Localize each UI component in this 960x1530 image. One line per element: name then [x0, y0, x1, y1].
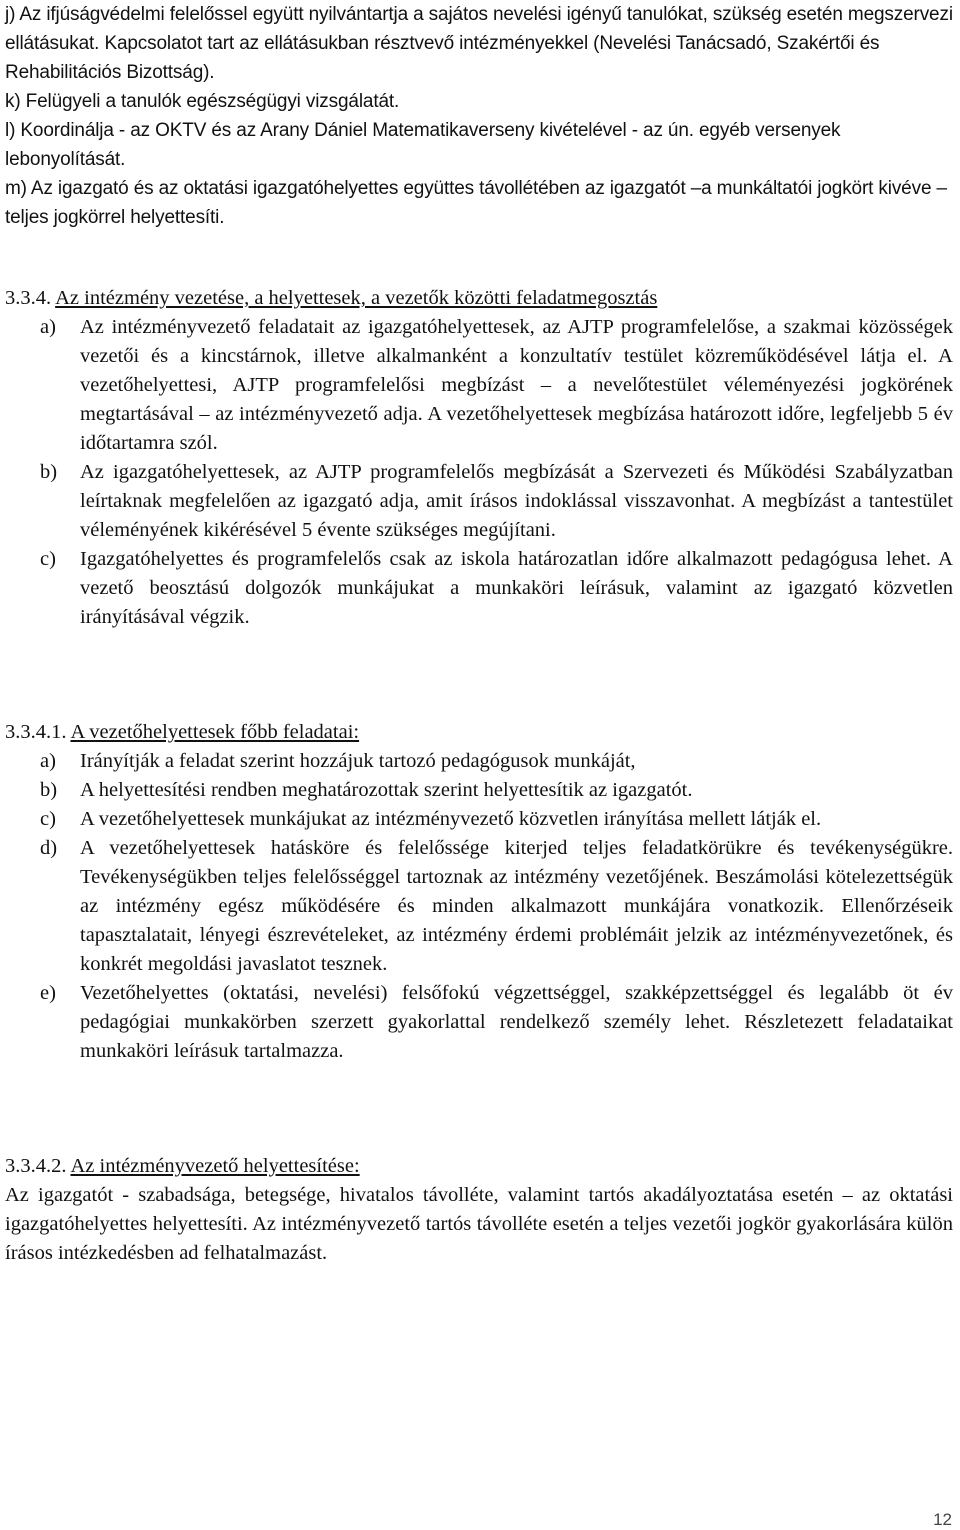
item-label: e) [40, 982, 56, 1004]
item-label: a) [40, 316, 56, 338]
list-item [5, 458, 953, 545]
section-3-3-4 [5, 284, 953, 632]
item-text: A vezetőhelyettesek hatásköre és felelőssége kiterjed teljes feladatkörükre és tevékenységükre. Tevékenységükben teljes felelősséggel tartoznak az intézmény vezetőjének. Beszámolási kötelezettségük az intézmény egész működésére és minden alkalmazott munkájára vonatkozik. Ellenőrzéseik tapasztalatait, lényegi észrevételeket, az intézmény érdemi problémáit jelzik az intézményvezetőnek, és konkrét megoldási javaslatot tesznek. [80, 837, 953, 975]
item-label: b) [40, 779, 58, 801]
list-item [5, 776, 953, 805]
intro-item-k: k) Felügyeli a tanulók egészségügyi vizsgálatát. [5, 91, 400, 112]
item-label: b) [40, 461, 58, 483]
item-label: a) [40, 750, 56, 772]
item-text: Irányítják a feladat szerint hozzájuk tartozó pedagógusok munkáját, [80, 750, 636, 772]
section-heading [5, 718, 953, 747]
section-title: Az intézmény vezetése, a helyettesek, a vezetők közötti feladatmegosztás [55, 287, 658, 309]
item-text: Igazgatóhelyettes és programfelelős csak az iskola határozatlan időre alkalmazott pedagógusa lehet. A vezető beosztású dolgozók munkájukat a munkaköri leírásuk, valamint az igazgató közvetlen irányításával végzik. [80, 548, 953, 628]
item-label: c) [40, 548, 56, 570]
list-item [5, 313, 953, 458]
item-label: c) [40, 808, 56, 830]
intro-list [5, 0, 955, 232]
item-text: Az intézményvezető feladatait az igazgatóhelyettesek, az AJTP programfelelőse, a szakmai közösségek vezetői és a kincstárnok, illetve alkalmanként a konzultatív testület közreműködésével látja el. A vezetőhelyettesi, AJTP programfelelősi megbízást – a nevelőtestület véleményezési jogkörének megtartásával – az intézményvezető adja. A vezetőhelyettesek megbízása határozott időre, legfeljebb 5 év időtartamra szól. [80, 316, 953, 454]
section-paragraph: Az igazgatót - szabadsága, betegsége, hivatalos távolléte, valamint tartós akadályoztatása esetén – az oktatási igazgatóhelyettes helyettesíti. Az intézményvezető tartós távolléte esetén a teljes vezetői jogkör gyakorlására külön írásos intézkedésben ad felhatalmazást. [5, 1184, 953, 1264]
section-number: 3.3.4.1. [5, 721, 67, 743]
section-heading [5, 1152, 953, 1181]
list-item [5, 545, 953, 632]
item-text: A vezetőhelyettesek munkájukat az intézményvezető közvetlen irányítása mellett látják el. [80, 808, 822, 830]
item-text: A helyettesítési rendben meghatározottak szerint helyettesítik az igazgatót. [80, 779, 693, 801]
intro-item-m: m) Az igazgató és az oktatási igazgatóhelyettes együttes távollétében az igazgatót –a munkáltatói jogkört kivéve – teljes jogkörrel helyettesíti. [5, 178, 947, 228]
intro-item-j: j) Az ifjúságvédelmi felelőssel együtt nyilvántartja a sajátos nevelési igényű tanulókat, szükség esetén megszervezi ellátásukat. Kapcsolatot tart az ellátásukban résztvevő intézményekkel (Nevelési Tanácsadó, Szakértői és Rehabilitációs Bizottság). [5, 4, 953, 83]
section-number: 3.3.4.2. [5, 1155, 67, 1177]
section-heading [5, 284, 953, 313]
page-number: 12 [933, 1510, 952, 1529]
section-3-3-4-2 [5, 1152, 953, 1268]
section-title: A vezetőhelyettesek főbb feladatai: [70, 721, 360, 743]
list-item [5, 979, 953, 1066]
item-text: Az igazgatóhelyettesek, az AJTP programfelelős megbízását a Szervezeti és Működési Szabályzatban leírtaknak megfelelően az igazgató adja, amit írásos indoklással visszavonhat. A megbízást a tantestület véleményének kikérésével 5 évente szükséges megújítani. [80, 461, 953, 541]
intro-item-l: l) Koordinálja - az OKTV és az Arany Dániel Matematikaverseny kivételével - az ún. egyéb versenyek lebonyolítását. [5, 120, 841, 170]
list-item [5, 834, 953, 979]
item-text: Vezetőhelyettes (oktatási, nevelési) felsőfokú végzettséggel, szakképzettséggel és legalább öt év pedagógiai munkakörben szerzett gyakorlattal rendelkező személy lehet. Részletezett feladataikat munkaköri leírásuk tartalmazza. [80, 982, 953, 1062]
section-number: 3.3.4. [5, 287, 52, 309]
item-label: d) [40, 837, 58, 859]
section-3-3-4-1 [5, 718, 953, 1066]
section-title: Az intézményvezető helyettesítése: [70, 1155, 360, 1177]
list-item [5, 747, 953, 776]
list-item [5, 805, 953, 834]
